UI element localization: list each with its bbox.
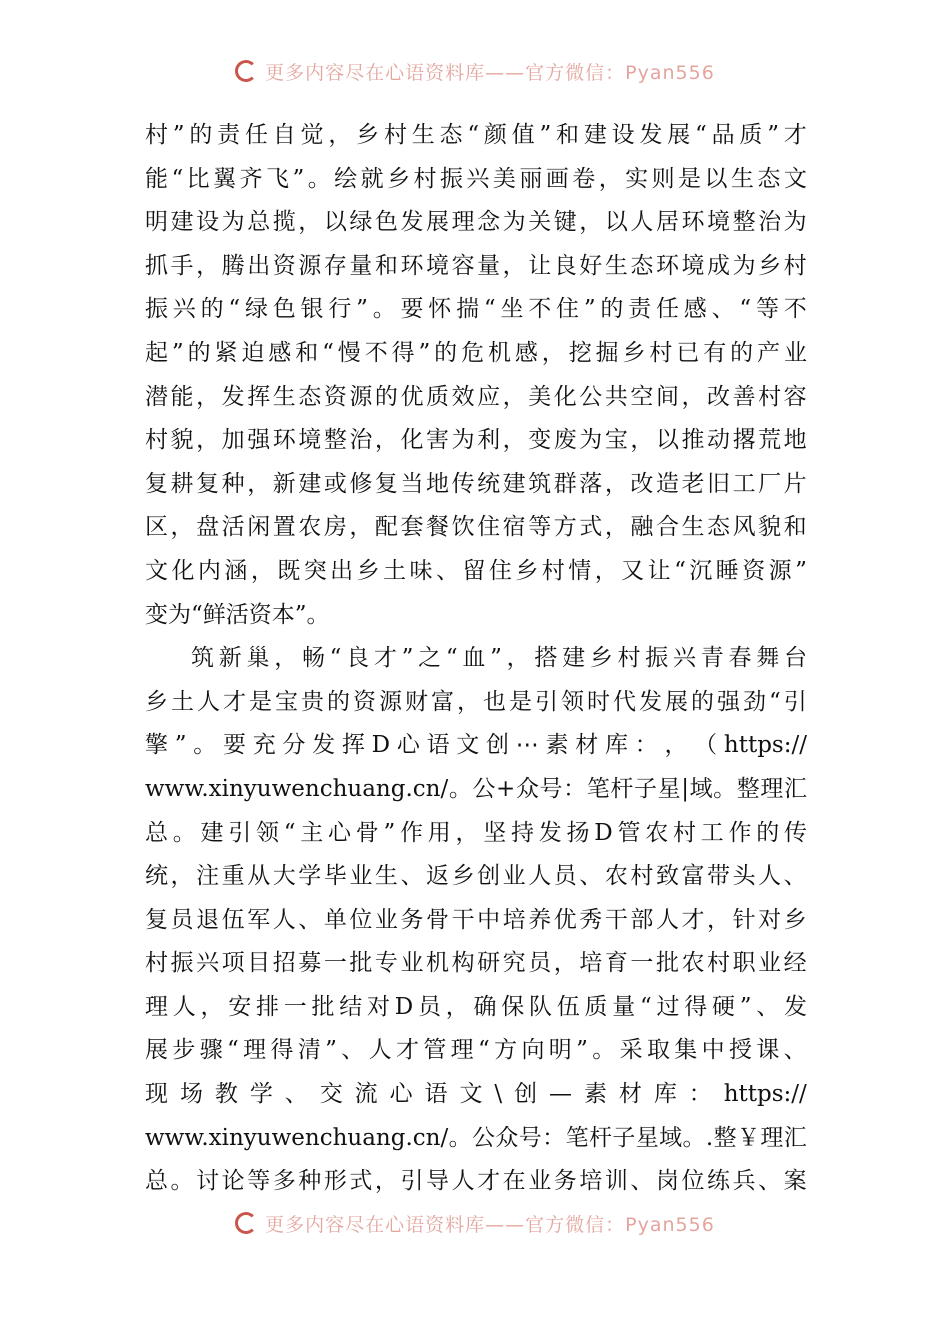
section-heading-line: 筑 新 巢 ， 畅 “ 良 才 ” 之 “ 血 ” ， 搭 建 乡 村 振 兴 青 春 舞 台 <box>191 645 807 672</box>
watermark-logo-icon <box>235 60 257 82</box>
text-line: 潜 能 ， 发 挥 生 态 资 源 的 优 质 效 应 ， 美 化 公 共 空 间 ， 改 善 村 容 <box>145 383 807 410</box>
text-line: 复 耕 复 种 ， 新 建 或 修 复 当 地 传 统 建 筑 群 落 ， 改 造 老 旧 工 厂 片 <box>145 470 807 497</box>
text-line: 区 ， 盘 活 闲 置 农 房 ， 配 套 餐 饮 住 宿 等 方 式 ， 融 合 生 态 风 貌 和 <box>145 514 807 541</box>
text-line: 振 兴 的 “ 绿 色 银 行 ” 。 要 怀 揣 “ 坐 不 住 ” 的 责 任 感 、 “ 等 不 <box>145 296 807 323</box>
watermark-logo-icon <box>235 1212 257 1234</box>
text-line: 抓 手 ， 腾 出 资 源 存 量 和 环 境 容 量 ， 让 良 好 生 态 环 境 成 为 乡 村 <box>145 252 807 279</box>
text-line: 变 为 “ 鲜 活 资 本 ” 。 <box>145 601 330 628</box>
footer-watermark <box>0 1208 950 1238</box>
text-line: 展 步 骤 “ 理 得 清 ” 、 人 才 管 理 “ 方 向 明 ” 。 采 取 集 中 授 课 、 <box>145 1037 807 1064</box>
text-line: 文 化 内 涵 ， 既 突 出 乡 土 味 、 留 住 乡 村 情 ， 又 让 “ 沉 睡 资 源 ” <box>145 557 807 584</box>
text-line: 统 ， 注 重 从 大 学 毕 业 生 、 返 乡 创 业 人 员 、 农 村 致 富 带 头 人 、 <box>145 863 807 890</box>
document-body <box>145 114 807 1204</box>
text-line: 理 人 ， 安 排 一 批 结 对 D 员 ， 确 保 队 伍 质 量 “ 过 得 硬 ” 、 发 <box>145 993 807 1020</box>
text-line: 村 貌 ， 加 强 环 境 整 治 ， 化 害 为 利 ， 变 废 为 宝 ， 以 推 动 撂 荒 地 <box>145 427 807 454</box>
text-line: www.xinyuwenchuang.cn/ 。 公 众 号 ： 笔 杆 子 星 域 。 . 整 ￥ 理 汇 <box>145 1124 807 1151</box>
text-line: www.xinyuwenchuang.cn/ 。 公 + 众 号 ： 笔 杆 子 星 | 域 。 整 理 汇 <box>145 775 807 802</box>
footer-watermark-text: 更多内容尽在心语资料库——官方微信：Pyan556 <box>265 1213 715 1236</box>
text-line: 明 建 设 为 总 揽 ， 以 绿 色 发 展 理 念 为 关 键 ， 以 人 居 环 境 整 治 为 <box>145 209 807 236</box>
text-line: 现 场 教 学 、 交 流 心 语 文 \ 创 — 素 材 库 ： https:// <box>145 1081 807 1108</box>
text-line: 复 员 退 伍 军 人 、 单 位 业 务 骨 干 中 培 养 优 秀 干 部 人 才 ， 针 对 乡 <box>145 906 807 933</box>
text-line: 村 ” 的 责 任 自 觉 ， 乡 村 生 态 “ 颜 值 ” 和 建 设 发 展 “ 品 质 ” 才 <box>145 122 807 148</box>
text-line: 能 “ 比 翼 齐 飞 ” 。 绘 就 乡 村 振 兴 美 丽 画 卷 ， 实 则 是 以 生 态 文 <box>145 165 807 192</box>
text-line: 总 。 建 引 领 “ 主 心 骨 ” 作 用 ， 坚 持 发 扬 D 管 农 村 工 作 的 传 <box>145 819 807 846</box>
text-line: 起 ” 的 紧 迫 感 和 “ 慢 不 得 ” 的 危 机 感 ， 挖 掘 乡 村 已 有 的 产 业 <box>145 339 807 366</box>
text-line: 村 振 兴 项 目 招 募 一 批 专 业 机 构 研 究 员 ， 培 育 一 批 农 村 职 业 经 <box>145 950 807 977</box>
text-line: 总 。 讨 论 等 多 种 形 式 ， 引 导 人 才 在 业 务 培 训 、 岗 位 练 兵 、 案 <box>145 1168 807 1195</box>
header-watermark-text: 更多内容尽在心语资料库——官方微信：Pyan556 <box>265 61 715 84</box>
header-watermark <box>0 56 950 86</box>
text-line: 擎 ” 。 要 充 分 发 挥 D 心 语 文 创 ⋯ 素 材 库 ： ， （ https:// <box>145 732 807 759</box>
text-line: 乡 土 人 才 是 宝 贵 的 资 源 财 富 ， 也 是 引 领 时 代 发 展 的 强 劲 “ 引 <box>145 688 807 715</box>
